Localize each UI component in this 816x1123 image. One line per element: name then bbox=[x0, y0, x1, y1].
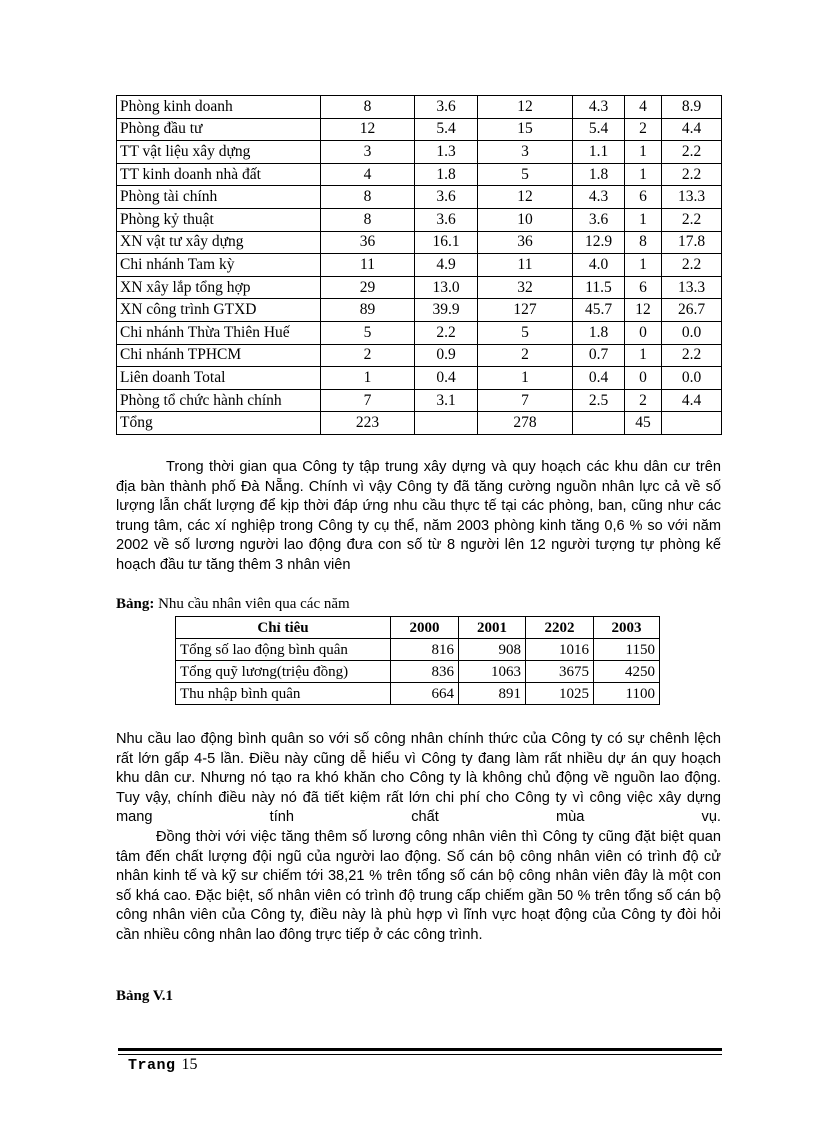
paragraph-2: Nhu cầu lao động bình quân so với số công nhân chính thức của Công ty có sự chênh lệch rất lớn gấp 4-5 lần. Điều này cũng dễ hiểu vì Công ty đang làm rất nhiều dự án quy hoạch khu dân cư. Nhưng nó tạo ra khó khăn cho Công ty là không chủ động về nguồn lao động. Tuy vậy, chính điều này nó đã tiết kiệm rất lớn chi phí cho Công ty vì công việc xây dựng mang tính chất mùa vụ. bbox=[116, 731, 721, 826]
indicator-cell: Tổng quỹ lương(triệu đồng) bbox=[176, 661, 391, 683]
value-cell: 5 bbox=[478, 163, 573, 186]
value-cell: 2.2 bbox=[662, 254, 722, 277]
value-cell: 3675 bbox=[526, 661, 594, 683]
value-cell: 3.6 bbox=[415, 96, 478, 119]
department-name-cell: Phòng đầu tư bbox=[117, 118, 321, 141]
value-cell: 2 bbox=[321, 344, 415, 367]
value-cell: 5.4 bbox=[415, 118, 478, 141]
value-cell: 1.1 bbox=[573, 141, 625, 164]
value-cell: 36 bbox=[478, 231, 573, 254]
value-cell: 89 bbox=[321, 299, 415, 322]
value-cell: 2 bbox=[478, 344, 573, 367]
value-cell: 2 bbox=[625, 118, 662, 141]
value-cell: 1 bbox=[625, 344, 662, 367]
footer-label: Trang bbox=[128, 1057, 176, 1074]
indicator-cell: Tổng số lao động bình quân bbox=[176, 639, 391, 661]
page-number: 15 bbox=[181, 1056, 198, 1073]
value-cell: 5 bbox=[321, 321, 415, 344]
value-cell: 4.0 bbox=[573, 254, 625, 277]
value-cell: 13.3 bbox=[662, 186, 722, 209]
table-header-row bbox=[176, 617, 660, 639]
value-cell: 45 bbox=[625, 412, 662, 435]
value-cell: 12.9 bbox=[573, 231, 625, 254]
table-heading-v1: Bảng V.1 bbox=[116, 988, 173, 1004]
department-name-cell: Phòng tài chính bbox=[117, 186, 321, 209]
value-cell: 3.6 bbox=[415, 186, 478, 209]
table-row bbox=[117, 276, 722, 299]
value-cell: 1 bbox=[478, 367, 573, 390]
value-cell: 1 bbox=[625, 208, 662, 231]
value-cell: 1.8 bbox=[573, 163, 625, 186]
value-cell: 0.7 bbox=[573, 344, 625, 367]
value-cell: 836 bbox=[391, 661, 459, 683]
paragraph-1: Trong thời gian qua Công ty tập trung xây dựng và quy hoạch các khu dân cư trên địa bàn thành phố Đà Nẵng. Chính vì vậy Công ty đã tăng cường nguồn nhân lực cả về số lượng lẫn chất lượng để kịp thời đáp ứng nhu cầu thực tế tại các phòng, ban, cũng như các trung tâm, các xí nghiệp trong Công ty cụ thể, năm 2003 phòng kinh tăng 0,6 % so với năm 2002 về số lương người lao động đưa con số từ 8 người lên 12 người tượng tự phòng kế hoạch đầu tư tăng thêm 3 nhân viên bbox=[116, 459, 721, 573]
value-cell: 1 bbox=[625, 141, 662, 164]
value-cell bbox=[573, 412, 625, 435]
value-cell: 1150 bbox=[594, 639, 660, 661]
footer-rule-thin bbox=[118, 1054, 722, 1055]
value-cell: 908 bbox=[459, 639, 526, 661]
value-cell: 11 bbox=[321, 254, 415, 277]
table-row bbox=[117, 344, 722, 367]
value-cell: 1.8 bbox=[415, 163, 478, 186]
value-cell: 2.2 bbox=[662, 344, 722, 367]
value-cell: 1 bbox=[321, 367, 415, 390]
value-cell: 12 bbox=[321, 118, 415, 141]
department-name-cell: Phòng kinh doanh bbox=[117, 96, 321, 119]
value-cell: 0.4 bbox=[573, 367, 625, 390]
value-cell: 7 bbox=[478, 389, 573, 412]
value-cell: 3.6 bbox=[415, 208, 478, 231]
department-name-cell: TT kinh doanh nhà đất bbox=[117, 163, 321, 186]
value-cell: 11 bbox=[478, 254, 573, 277]
value-cell: 223 bbox=[321, 412, 415, 435]
value-cell: 0 bbox=[625, 321, 662, 344]
table-row bbox=[117, 389, 722, 412]
value-cell: 278 bbox=[478, 412, 573, 435]
value-cell: 1 bbox=[625, 163, 662, 186]
paragraph-3: Đồng thời với việc tăng thêm số lương công nhân viên thì Công ty cũng đặt biệt quan tâm đến chất lượng đội ngũ của người lao động. Số cán bộ công nhân viên có trình độ cử nhân kinh tế và kỹ sư chiếm tới 38,21 % trên tổng số cán bộ công nhân viên đây là một con số khá cao. Đặc biệt, số nhân viên có trình độ trung cấp chiếm gần 50 % trên tổng số cán bộ công nhân viên của Công ty, điều này là phù hợp vì lĩnh vực hoạt động của Công ty đòi hỏi cần nhiều công nhân lao đông trực tiếp ở các công trình. bbox=[116, 829, 721, 943]
table-row bbox=[117, 254, 722, 277]
value-cell: 1 bbox=[625, 254, 662, 277]
table-row bbox=[117, 231, 722, 254]
table-row bbox=[117, 299, 722, 322]
value-cell: 11.5 bbox=[573, 276, 625, 299]
value-cell: 4.3 bbox=[573, 186, 625, 209]
value-cell: 7 bbox=[321, 389, 415, 412]
caption-text: Nhu cầu nhân viên qua các năm bbox=[154, 596, 350, 612]
column-header: 2202 bbox=[526, 617, 594, 639]
column-header: 2001 bbox=[459, 617, 526, 639]
value-cell: 8.9 bbox=[662, 96, 722, 119]
value-cell: 0.9 bbox=[415, 344, 478, 367]
value-cell: 32 bbox=[478, 276, 573, 299]
table-row bbox=[176, 683, 660, 705]
page-footer bbox=[128, 1056, 198, 1074]
value-cell: 3.1 bbox=[415, 389, 478, 412]
value-cell: 26.7 bbox=[662, 299, 722, 322]
department-name-cell: Chi nhánh Thừa Thiên Huế bbox=[117, 321, 321, 344]
value-cell: 12 bbox=[478, 186, 573, 209]
table-row bbox=[117, 118, 722, 141]
table-row bbox=[117, 141, 722, 164]
value-cell: 8 bbox=[625, 231, 662, 254]
value-cell: 3 bbox=[478, 141, 573, 164]
value-cell: 6 bbox=[625, 276, 662, 299]
column-header: 2003 bbox=[594, 617, 660, 639]
value-cell: 6 bbox=[625, 186, 662, 209]
value-cell: 1016 bbox=[526, 639, 594, 661]
value-cell: 13.0 bbox=[415, 276, 478, 299]
value-cell: 8 bbox=[321, 186, 415, 209]
value-cell: 2.5 bbox=[573, 389, 625, 412]
value-cell: 664 bbox=[391, 683, 459, 705]
table-row bbox=[176, 661, 660, 683]
table-row bbox=[117, 412, 722, 435]
value-cell: 2.2 bbox=[662, 208, 722, 231]
footer-rule-thick bbox=[118, 1048, 722, 1051]
value-cell: 4 bbox=[321, 163, 415, 186]
value-cell: 0.0 bbox=[662, 367, 722, 390]
employee-demand-table bbox=[175, 616, 660, 705]
value-cell: 5.4 bbox=[573, 118, 625, 141]
department-name-cell: XN vật tư xây dựng bbox=[117, 231, 321, 254]
column-header: 2000 bbox=[391, 617, 459, 639]
value-cell: 5 bbox=[478, 321, 573, 344]
department-name-cell: XN xây lắp tổng hợp bbox=[117, 276, 321, 299]
value-cell: 0.0 bbox=[662, 321, 722, 344]
indicator-cell: Thu nhập bình quân bbox=[176, 683, 391, 705]
table-row bbox=[117, 208, 722, 231]
caption-label: Bảng: bbox=[116, 596, 155, 612]
value-cell: 3 bbox=[321, 141, 415, 164]
staff-by-department-table bbox=[116, 95, 722, 435]
value-cell: 13.3 bbox=[662, 276, 722, 299]
value-cell: 29 bbox=[321, 276, 415, 299]
value-cell: 8 bbox=[321, 208, 415, 231]
value-cell bbox=[415, 412, 478, 435]
value-cell: 2 bbox=[625, 389, 662, 412]
value-cell: 36 bbox=[321, 231, 415, 254]
value-cell: 816 bbox=[391, 639, 459, 661]
value-cell: 1.3 bbox=[415, 141, 478, 164]
department-name-cell: Liên doanh Total bbox=[117, 367, 321, 390]
department-name-cell: TT vật liệu xây dựng bbox=[117, 141, 321, 164]
value-cell: 12 bbox=[478, 96, 573, 119]
value-cell: 17.8 bbox=[662, 231, 722, 254]
value-cell: 16.1 bbox=[415, 231, 478, 254]
table-row bbox=[117, 163, 722, 186]
table-row bbox=[117, 96, 722, 119]
value-cell bbox=[662, 412, 722, 435]
value-cell: 1063 bbox=[459, 661, 526, 683]
value-cell: 4.3 bbox=[573, 96, 625, 119]
department-name-cell: Chi nhánh TPHCM bbox=[117, 344, 321, 367]
table-caption bbox=[116, 596, 350, 613]
value-cell: 0 bbox=[625, 367, 662, 390]
value-cell: 891 bbox=[459, 683, 526, 705]
value-cell: 2.2 bbox=[662, 141, 722, 164]
department-name-cell: Chi nhánh Tam kỳ bbox=[117, 254, 321, 277]
value-cell: 1.8 bbox=[573, 321, 625, 344]
value-cell: 15 bbox=[478, 118, 573, 141]
value-cell: 1100 bbox=[594, 683, 660, 705]
value-cell: 1025 bbox=[526, 683, 594, 705]
value-cell: 4.4 bbox=[662, 118, 722, 141]
department-name-cell: Phòng kỷ thuật bbox=[117, 208, 321, 231]
value-cell: 8 bbox=[321, 96, 415, 119]
table-row bbox=[117, 321, 722, 344]
value-cell: 4 bbox=[625, 96, 662, 119]
table-row bbox=[117, 367, 722, 390]
value-cell: 127 bbox=[478, 299, 573, 322]
department-name-cell: Tổng bbox=[117, 412, 321, 435]
value-cell: 3.6 bbox=[573, 208, 625, 231]
value-cell: 2.2 bbox=[415, 321, 478, 344]
department-name-cell: XN công trình GTXD bbox=[117, 299, 321, 322]
table-row bbox=[176, 639, 660, 661]
value-cell: 0.4 bbox=[415, 367, 478, 390]
value-cell: 10 bbox=[478, 208, 573, 231]
value-cell: 4.9 bbox=[415, 254, 478, 277]
value-cell: 4250 bbox=[594, 661, 660, 683]
table-row bbox=[117, 186, 722, 209]
value-cell: 12 bbox=[625, 299, 662, 322]
value-cell: 4.4 bbox=[662, 389, 722, 412]
value-cell: 2.2 bbox=[662, 163, 722, 186]
value-cell: 39.9 bbox=[415, 299, 478, 322]
value-cell: 45.7 bbox=[573, 299, 625, 322]
column-header: Chỉ tiêu bbox=[176, 617, 391, 639]
department-name-cell: Phòng tổ chức hành chính bbox=[117, 389, 321, 412]
